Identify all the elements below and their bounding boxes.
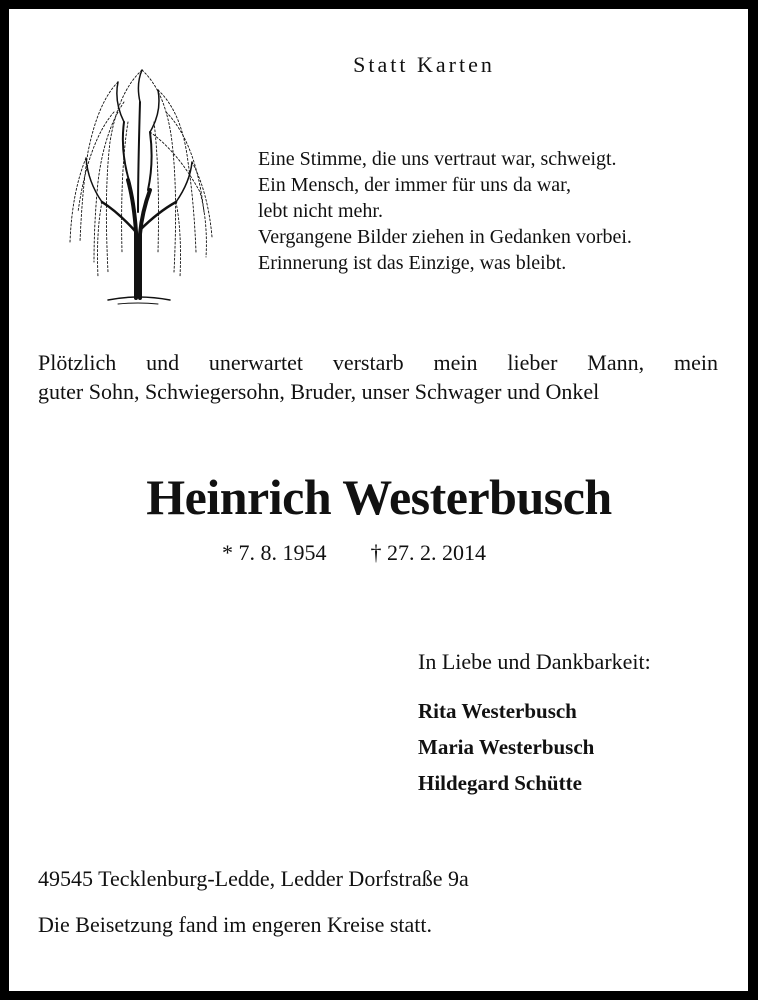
life-dates (222, 540, 486, 566)
address: 49545 Tecklenburg-Ledde, Ledder Dorfstraße 9a (38, 866, 469, 891)
mourners-heading: In Liebe und Dankbarkeit: (418, 649, 651, 674)
intro-word: und (146, 350, 180, 375)
poem-line: Eine Stimme, die uns vertraut war, schweigt. (258, 148, 617, 170)
intro-word: verstarb (332, 350, 404, 375)
poem-line: Ein Mensch, der immer für uns da war, (258, 174, 571, 196)
death-announcement-text (38, 348, 718, 406)
poem-line: Erinnerung ist das Einzige, was bleibt. (258, 252, 567, 274)
poem-line: Vergangene Bilder ziehen in Gedanken vorbei. (258, 226, 632, 248)
mourner-name: Hildegard Schütte (418, 771, 582, 795)
mourners-list (418, 693, 594, 801)
deceased-name: Heinrich Westerbusch (146, 469, 612, 525)
poem-line: lebt nicht mehr. (258, 200, 383, 222)
intro-word: Plötzlich (38, 350, 117, 375)
intro-line-2: guter Sohn, Schwiegersohn, Bruder, unser Schwager und Onkel (38, 379, 600, 404)
birth-date: * 7. 8. 1954 (222, 540, 327, 565)
intro-word: mein (673, 350, 718, 375)
death-date: † 27. 2. 2014 (370, 540, 486, 565)
notice-header: Statt Karten (353, 52, 495, 77)
weeping-willow-tree-icon (58, 62, 218, 310)
intro-word: lieber (507, 350, 558, 375)
mourner-name: Rita Westerbusch (418, 699, 577, 723)
intro-word: unerwartet (208, 350, 303, 375)
intro-line-1 (38, 348, 718, 377)
burial-note: Die Beisetzung fand im engeren Kreise statt. (38, 912, 433, 937)
mourner-name: Maria Westerbusch (418, 735, 595, 759)
intro-word: mein (433, 350, 478, 375)
intro-word: Mann, (587, 350, 645, 375)
poem (258, 146, 632, 276)
